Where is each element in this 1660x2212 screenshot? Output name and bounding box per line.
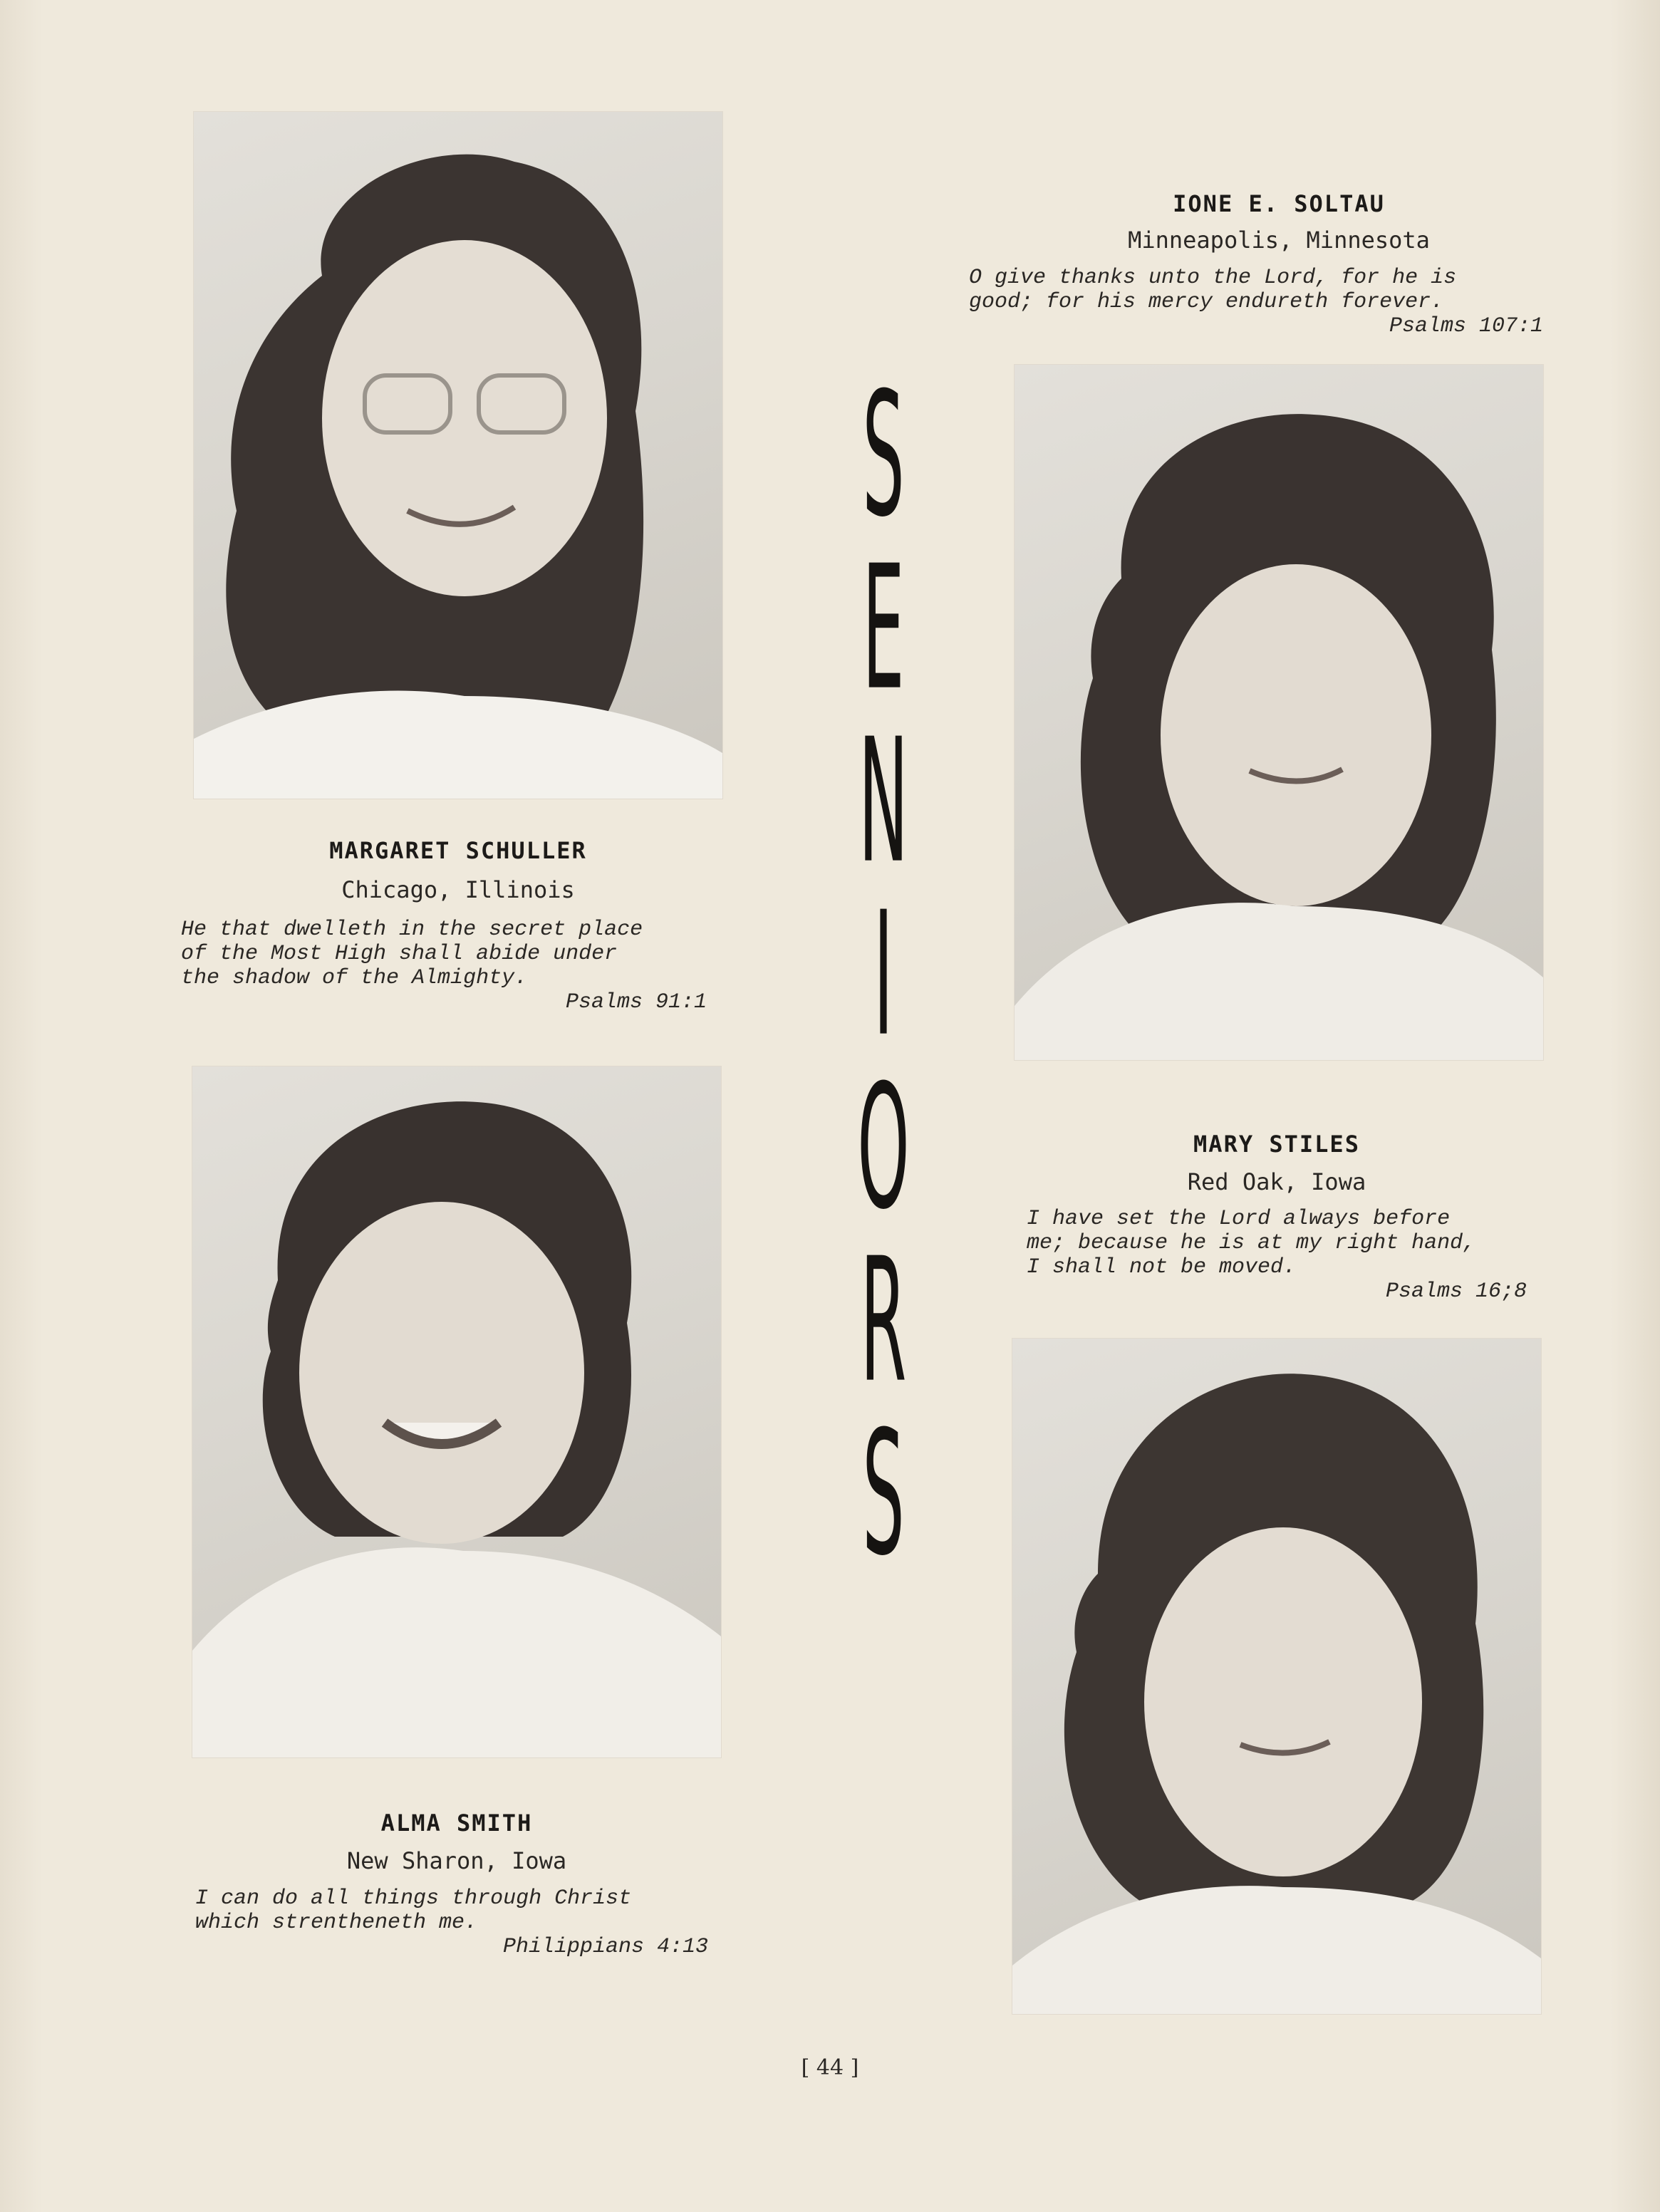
senior-verse-line: O give thanks unto the Lord, for he is bbox=[969, 266, 1457, 290]
heading-letter: O bbox=[857, 1049, 910, 1248]
senior-verse-line: of the Most High shall abide under bbox=[181, 942, 618, 966]
heading-letter: S bbox=[862, 1395, 905, 1594]
heading-letter: E bbox=[862, 529, 905, 729]
seniors-vertical-heading bbox=[841, 356, 926, 1594]
senior-verse-line: which strentheneth me. bbox=[195, 1911, 478, 1935]
senior-verse-reference: Philippians 4:13 bbox=[502, 1935, 708, 1959]
senior-name: IONE E. SOLTAU bbox=[1173, 190, 1385, 217]
senior-name: MARGARET SCHULLER bbox=[329, 837, 587, 864]
heading-letter: I bbox=[873, 876, 893, 1075]
senior-verse-line: the shadow of the Almighty. bbox=[181, 966, 528, 990]
senior-hometown: Minneapolis, Minnesota bbox=[1128, 227, 1430, 254]
senior-name: ALMA SMITH bbox=[380, 1809, 533, 1837]
heading-letter: R bbox=[860, 1222, 907, 1421]
portrait-photo-ione-soltau bbox=[1015, 365, 1543, 1060]
senior-verse-line: I can do all things through Christ bbox=[195, 1886, 632, 1911]
portrait-photo-alma-smith bbox=[192, 1066, 721, 1757]
portrait-photo-margaret-schuller bbox=[194, 112, 722, 799]
portrait-photo-mary-stiles bbox=[1012, 1339, 1541, 2014]
senior-verse-reference: Psalms 107:1 bbox=[1389, 314, 1543, 338]
senior-verse-reference: Psalms 16;8 bbox=[1385, 1279, 1527, 1304]
senior-verse-line: He that dwelleth in the secret place bbox=[181, 918, 643, 942]
senior-verse-line: I have set the Lord always before bbox=[1027, 1207, 1451, 1231]
senior-hometown: Chicago, Illinois bbox=[341, 876, 575, 903]
senior-verse-line: I shall not be moved. bbox=[1027, 1255, 1297, 1279]
senior-hometown: New Sharon, Iowa bbox=[346, 1847, 567, 1874]
senior-verse-line: me; because he is at my right hand, bbox=[1027, 1231, 1476, 1255]
senior-verse-line: good; for his mercy endureth forever. bbox=[969, 290, 1444, 314]
heading-letter: N bbox=[858, 702, 908, 902]
senior-hometown: Red Oak, Iowa bbox=[1187, 1168, 1366, 1195]
senior-verse-reference: Psalms 91:1 bbox=[565, 990, 707, 1014]
heading-letter: S bbox=[862, 356, 905, 556]
page-number: [ 44 ] bbox=[801, 2055, 859, 2080]
senior-name: MARY STILES bbox=[1193, 1131, 1360, 1158]
